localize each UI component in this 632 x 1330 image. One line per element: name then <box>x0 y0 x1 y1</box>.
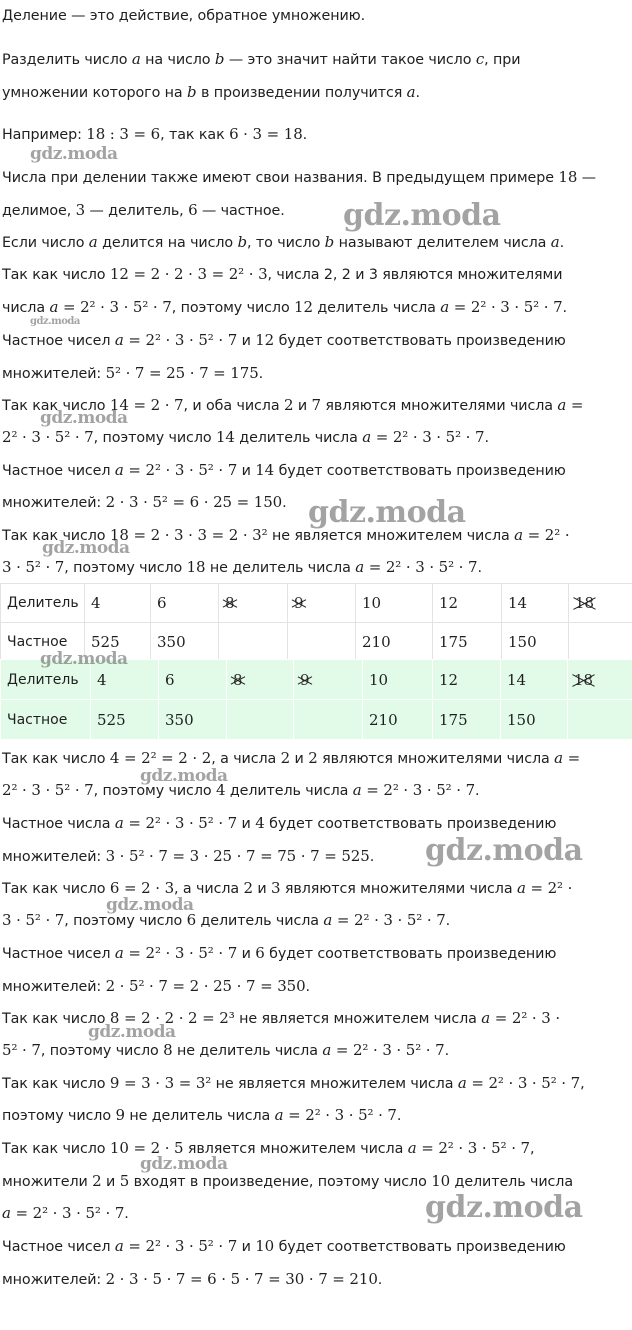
text-run: , то число <box>247 235 325 251</box>
math-run: a <box>131 50 141 68</box>
text-run: Так как число <box>2 267 110 283</box>
text-run: Частное числа <box>2 816 115 832</box>
text-run: делитель числа <box>196 913 324 929</box>
watermark-logo: gdz.moda <box>40 649 128 669</box>
text-run: , <box>580 1076 585 1092</box>
table-cell: 14 <box>501 660 568 700</box>
text-run: умножении которого на <box>2 85 188 101</box>
math-run: b <box>324 233 335 251</box>
math-run: a <box>440 298 450 316</box>
text-run: . <box>477 560 482 576</box>
math-run: 6 <box>186 911 197 929</box>
watermark-logo: gdz.moda <box>140 1154 228 1174</box>
math-run: = <box>566 396 584 414</box>
math-run: 9 <box>115 1106 125 1124</box>
math-run: a <box>2 1204 11 1222</box>
text-line <box>2 943 556 964</box>
text-run: множители <box>2 1174 93 1190</box>
text-run: будет соответствовать произведению <box>274 463 566 479</box>
table-cell: 14 <box>502 584 569 623</box>
text-run: будет соответствовать произведению <box>264 816 557 832</box>
text-run: не делитель числа <box>124 1108 275 1124</box>
divisor-table-highlighted <box>0 659 632 740</box>
text-run: . <box>484 430 489 446</box>
text-run: на число <box>140 52 215 68</box>
text-run: , <box>529 1141 535 1157</box>
math-run: 12 <box>255 331 275 349</box>
math-run: = 2² · 3 · 5² · 7 <box>123 944 238 962</box>
text-line <box>2 1203 129 1224</box>
text-run: . <box>305 979 310 995</box>
text-run: и <box>290 751 309 767</box>
math-run: a <box>557 396 567 414</box>
text-run: поэтому число <box>2 1108 116 1124</box>
text-run: , поэтому число <box>64 913 187 929</box>
math-run: 10 <box>255 1237 275 1255</box>
text-line <box>2 363 263 384</box>
math-run: 4 <box>215 781 226 799</box>
math-run: 6 <box>188 201 198 219</box>
text-run: и <box>237 946 256 962</box>
math-run: a <box>550 233 560 251</box>
text-run: . <box>124 1206 129 1222</box>
math-run: = 2² · <box>522 526 570 544</box>
text-run: множителей: <box>2 849 106 865</box>
text-run: Если число <box>2 235 89 251</box>
text-run: делитель числа <box>234 430 363 446</box>
text-line <box>2 264 562 285</box>
text-run: , поэтому число <box>93 783 216 799</box>
math-run: 5² · 7 <box>2 1041 41 1059</box>
text-run: являются множителями числа <box>317 751 555 767</box>
watermark-logo: gdz.moda <box>343 198 501 233</box>
math-run: = 2² · 3 · 5² · 7 <box>123 814 238 832</box>
math-run: = 2² · 3 · 5² · 7 <box>416 1139 530 1157</box>
text-run: делитель числа <box>450 1174 573 1190</box>
math-run: = 2² · 3 · 5² · 7 <box>364 558 478 576</box>
text-run: Например: <box>2 127 87 143</box>
text-run: Частное чисел <box>2 333 115 349</box>
math-run: 3 <box>75 201 86 219</box>
text-line <box>2 330 566 351</box>
math-run: = 2² · 3 · <box>490 1009 561 1027</box>
table-cell <box>288 623 356 662</box>
text-line <box>2 1269 382 1290</box>
watermark-logo: gdz.moda <box>30 144 118 164</box>
table-cell <box>219 623 288 662</box>
math-run: a <box>274 1106 284 1124</box>
text-run: Частное чисел <box>2 1239 115 1255</box>
math-run: 2 <box>92 1172 102 1190</box>
text-run: , числа 2, 2 и 3 являются множителями <box>267 267 563 283</box>
math-run: 18 <box>558 168 578 186</box>
math-run: 14 <box>215 428 235 446</box>
math-run: a <box>516 879 526 897</box>
watermark-logo: gdz.moda <box>425 1190 583 1225</box>
math-run: 2² · 3 · 5² · 7 <box>2 781 94 799</box>
row-header: Частное <box>1 623 85 662</box>
math-run: b <box>214 50 225 68</box>
text-run: , поэтому число <box>64 560 187 576</box>
text-run: , так как <box>160 127 230 143</box>
text-line <box>2 460 566 481</box>
math-run: b <box>237 233 248 251</box>
math-run: 4 = 2² = 2 · 2 <box>109 749 212 767</box>
text-run: , при <box>484 52 521 68</box>
text-line <box>2 1008 560 1029</box>
math-run: = 2² · 3 · 5² · 7 <box>58 298 172 316</box>
text-run: называют делителем числа <box>334 235 551 251</box>
math-run: b <box>187 83 197 101</box>
row-header: Частное <box>1 700 91 740</box>
text-run: , поэтому число <box>93 430 216 446</box>
math-run: 8 = 2 · 2 · 2 = 2³ <box>109 1009 235 1027</box>
text-line <box>2 780 479 801</box>
table-cell <box>568 700 632 740</box>
text-run: Так как число <box>2 1141 110 1157</box>
table-cell: 210 <box>363 700 433 740</box>
table-cell: 175 <box>433 623 502 662</box>
text-run: — частное. <box>197 203 285 219</box>
math-run: a <box>114 944 124 962</box>
math-run: 14 = 2 · 7 <box>109 396 184 414</box>
text-run: множителей: <box>2 366 106 382</box>
text-run: и <box>237 816 256 832</box>
text-run: Так как число <box>2 751 110 767</box>
math-run: 10 <box>431 1172 451 1190</box>
table-cell: 150 <box>501 700 568 740</box>
math-run: = <box>562 749 581 767</box>
text-line <box>2 49 520 70</box>
text-run: и <box>237 333 256 349</box>
text-line <box>2 297 567 318</box>
text-run: . <box>475 783 480 799</box>
text-run: Так как число <box>2 1076 110 1092</box>
math-run: a <box>407 1139 417 1157</box>
math-run: 7 <box>311 396 321 414</box>
text-line <box>2 557 482 578</box>
table-cell: 12 <box>433 660 501 700</box>
table-cell <box>294 700 363 740</box>
text-line <box>2 878 572 899</box>
math-run: a <box>114 814 124 832</box>
math-run: = 2² · 3 · 5² · 7 <box>466 1074 581 1092</box>
text-line <box>2 1138 534 1159</box>
math-run: 10 = 2 · 5 <box>109 1139 184 1157</box>
text-run: Так как число <box>2 881 110 897</box>
text-run: , и оба числа <box>183 398 284 414</box>
math-run: 3 · 5² · 7 <box>2 558 65 576</box>
text-run: будет соответствовать произведению <box>274 1239 566 1255</box>
text-run: делитель числа <box>225 783 353 799</box>
table-cell: 525 <box>85 623 151 662</box>
text-run: множителей: <box>2 495 106 511</box>
math-run: = 2² · 3 · 5² · 7 <box>331 1041 445 1059</box>
text-line <box>2 910 450 931</box>
math-run: = 2² · <box>525 879 573 897</box>
text-run: — это значит найти такое число <box>224 52 476 68</box>
table-row <box>1 584 632 623</box>
table-cell: 10 <box>363 660 433 700</box>
math-run: 3 · 5² · 7 <box>2 911 65 929</box>
text-run: делится на число <box>97 235 238 251</box>
math-run: 2² · 3 · 5² · 7 <box>2 428 94 446</box>
table-cell: 210 <box>356 623 433 662</box>
math-run: a <box>406 83 416 101</box>
text-line <box>2 427 489 448</box>
math-run: 6 <box>255 944 265 962</box>
table-cell-crossed: 9 <box>294 660 363 700</box>
table-row <box>1 700 632 740</box>
math-run: a <box>352 781 362 799</box>
text-line <box>2 200 285 221</box>
text-run: и <box>237 1239 256 1255</box>
text-run: не делитель числа <box>205 560 356 576</box>
text-run: . <box>302 127 308 143</box>
math-run: 2 <box>283 396 294 414</box>
math-run: a <box>323 911 333 929</box>
math-run: 3 · 5² · 7 = 3 · 25 · 7 = 75 · 7 = 525 <box>105 847 370 865</box>
text-line <box>2 976 310 997</box>
text-line <box>2 1040 449 1061</box>
table-cell-crossed: 18 <box>568 660 632 700</box>
text-run: . <box>562 300 567 316</box>
text-run: не является множителем числа <box>234 1011 482 1027</box>
math-run: = 2² · 3 · 5² · 7 <box>449 298 563 316</box>
table-cell: 4 <box>85 584 151 623</box>
math-run: a <box>114 1237 124 1255</box>
math-run: = 2² · 3 · 5² · 7 <box>332 911 446 929</box>
math-run: a <box>554 749 563 767</box>
text-run: делимое, <box>2 203 76 219</box>
table-cell-crossed: 8 <box>227 660 294 700</box>
math-run: 4 <box>255 814 265 832</box>
watermark-logo: gdz.moda <box>140 766 228 786</box>
text-run: множителей: <box>2 1272 106 1288</box>
watermark-logo: gdz.moda <box>308 495 466 530</box>
math-run: 2 <box>280 749 291 767</box>
math-run: 2 · 5² · 7 = 2 · 25 · 7 = 350 <box>105 977 306 995</box>
text-line <box>2 748 580 769</box>
table-cell: 4 <box>91 660 159 700</box>
text-run: входят в произведение, поэтому число <box>129 1174 432 1190</box>
table-cell: 150 <box>502 623 569 662</box>
text-line <box>2 82 420 103</box>
math-run: a <box>514 526 523 544</box>
text-run: . <box>415 85 420 101</box>
text-run: и <box>293 398 312 414</box>
text-run: . <box>369 849 375 865</box>
math-run: = 2² · 3 · 5² · 7 <box>371 428 485 446</box>
math-run: 2 <box>308 749 318 767</box>
text-run: Числа при делении также имеют свои названия. В предыдущем примере <box>2 170 559 186</box>
math-run: a <box>457 1074 467 1092</box>
math-run: 14 <box>255 461 275 479</box>
watermark-logo: gdz.moda <box>40 408 128 428</box>
text-line <box>2 813 556 834</box>
text-line <box>2 167 596 188</box>
text-run: в произведении получится <box>196 85 407 101</box>
watermark-logo: gdz.moda <box>88 1022 176 1042</box>
row-header: Делитель <box>1 660 91 700</box>
text-line <box>2 492 287 513</box>
math-run: 5² · 7 = 25 · 7 = 175 <box>105 364 259 382</box>
math-run: 5 <box>119 1172 130 1190</box>
table-cell: 10 <box>356 584 433 623</box>
math-run: a <box>88 233 98 251</box>
text-run: не делитель числа <box>172 1043 323 1059</box>
table-cell-crossed: 18 <box>569 584 632 623</box>
watermark-logo: gdz.moda <box>42 538 130 558</box>
text-run: Так как число <box>2 528 110 544</box>
table-cell-crossed: 9 <box>288 584 356 623</box>
math-run: = 2² · 3 · 5² · 7 <box>10 1204 125 1222</box>
math-run: 6 · 3 = 18 <box>229 125 303 143</box>
watermark-logo: gdz.moda <box>106 895 194 915</box>
math-run: a <box>481 1009 491 1027</box>
text-run: . <box>282 495 287 511</box>
text-run: Частное чисел <box>2 463 115 479</box>
math-run: 2 · 3 · 5 · 7 = 6 · 5 · 7 = 30 · 7 = 210 <box>105 1270 378 1288</box>
math-run: = 2² · 3 · 5² · 7 <box>283 1106 397 1124</box>
text-run: , а числа <box>174 881 244 897</box>
math-run: = 2² · 3 · 5² · 7 <box>123 1237 238 1255</box>
text-run: . <box>258 366 264 382</box>
math-run: a <box>322 1041 332 1059</box>
math-run: = 2² · 3 · 5² · 7 <box>361 781 476 799</box>
text-line <box>2 1236 566 1257</box>
text-run: и <box>101 1174 120 1190</box>
text-run: . <box>444 1043 450 1059</box>
text-line <box>2 6 365 26</box>
text-run: Деление — это действие, обратное умножению. <box>2 8 366 24</box>
math-run: = 2² · 3 · 5² · 7 <box>123 331 238 349</box>
text-run: делитель числа <box>312 300 441 316</box>
math-run: c <box>475 50 485 68</box>
text-run: не является множителем числа <box>267 528 515 544</box>
text-run: Разделить число <box>2 52 132 68</box>
text-run: , а числа <box>211 751 281 767</box>
math-run: = 2² · 3 · 5² · 7 <box>123 461 238 479</box>
text-run: Частное чисел <box>2 946 115 962</box>
math-run: a <box>114 331 124 349</box>
text-run: . <box>559 235 565 251</box>
math-run: 2 · 3 · 5² = 6 · 25 = 150 <box>105 493 283 511</box>
text-run: , поэтому число <box>171 300 295 316</box>
math-run: 18 <box>186 558 206 576</box>
math-run: 3 <box>271 879 281 897</box>
text-run: и <box>252 881 272 897</box>
text-run: являются множителями числа <box>280 881 517 897</box>
math-run: 18 = 2 · 3 · 3 = 2 · 3² <box>109 526 268 544</box>
text-run: будет соответствовать произведению <box>264 946 557 962</box>
table-cell-crossed: 8 <box>219 584 288 623</box>
table-cell: 525 <box>91 700 159 740</box>
table-cell: 6 <box>151 584 219 623</box>
table-cell: 6 <box>159 660 227 700</box>
text-run: и <box>237 463 256 479</box>
math-run: 2 <box>243 879 253 897</box>
table-cell: 350 <box>159 700 227 740</box>
math-run: a <box>362 428 372 446</box>
row-header: Делитель <box>1 584 85 623</box>
math-run: 8 <box>163 1041 173 1059</box>
text-run: — <box>577 170 596 186</box>
text-run: Так как число <box>2 1011 110 1027</box>
text-run: являются множителями числа <box>320 398 558 414</box>
table-cell: 12 <box>433 584 502 623</box>
text-run: . <box>396 1108 402 1124</box>
text-run: не является множителем числа <box>211 1076 458 1092</box>
text-run: будет соответствовать произведению <box>274 333 566 349</box>
math-run: 9 = 3 · 3 = 3² <box>109 1074 212 1092</box>
table-cell <box>227 700 294 740</box>
math-run: 12 <box>294 298 313 316</box>
text-run: . <box>445 913 451 929</box>
math-run: a <box>114 461 124 479</box>
watermark-logo: gdz.moda <box>425 833 583 868</box>
text-line <box>2 232 564 253</box>
text-run: — делитель, <box>85 203 189 219</box>
math-run: 18 : 3 = 6 <box>86 125 161 143</box>
math-run: 12 = 2 · 2 · 3 = 2² · 3 <box>109 265 268 283</box>
table-cell <box>569 623 632 662</box>
math-run: 6 = 2 · 3 <box>109 879 175 897</box>
text-run: Так как число <box>2 398 110 414</box>
text-run: множителей: <box>2 979 106 995</box>
text-run: , поэтому число <box>40 1043 164 1059</box>
text-line <box>2 846 374 867</box>
math-run: a <box>49 298 59 316</box>
table-cell: 350 <box>151 623 219 662</box>
watermark-logo: gdz.moda <box>30 316 80 327</box>
table-cell: 175 <box>433 700 501 740</box>
text-line <box>2 1105 401 1126</box>
text-run: является множителем числа <box>183 1141 408 1157</box>
text-line <box>2 1073 585 1094</box>
text-line <box>2 1171 573 1192</box>
text-run: . <box>377 1272 383 1288</box>
text-run: числа <box>2 300 50 316</box>
math-run: a <box>355 558 365 576</box>
text-line <box>2 124 307 145</box>
